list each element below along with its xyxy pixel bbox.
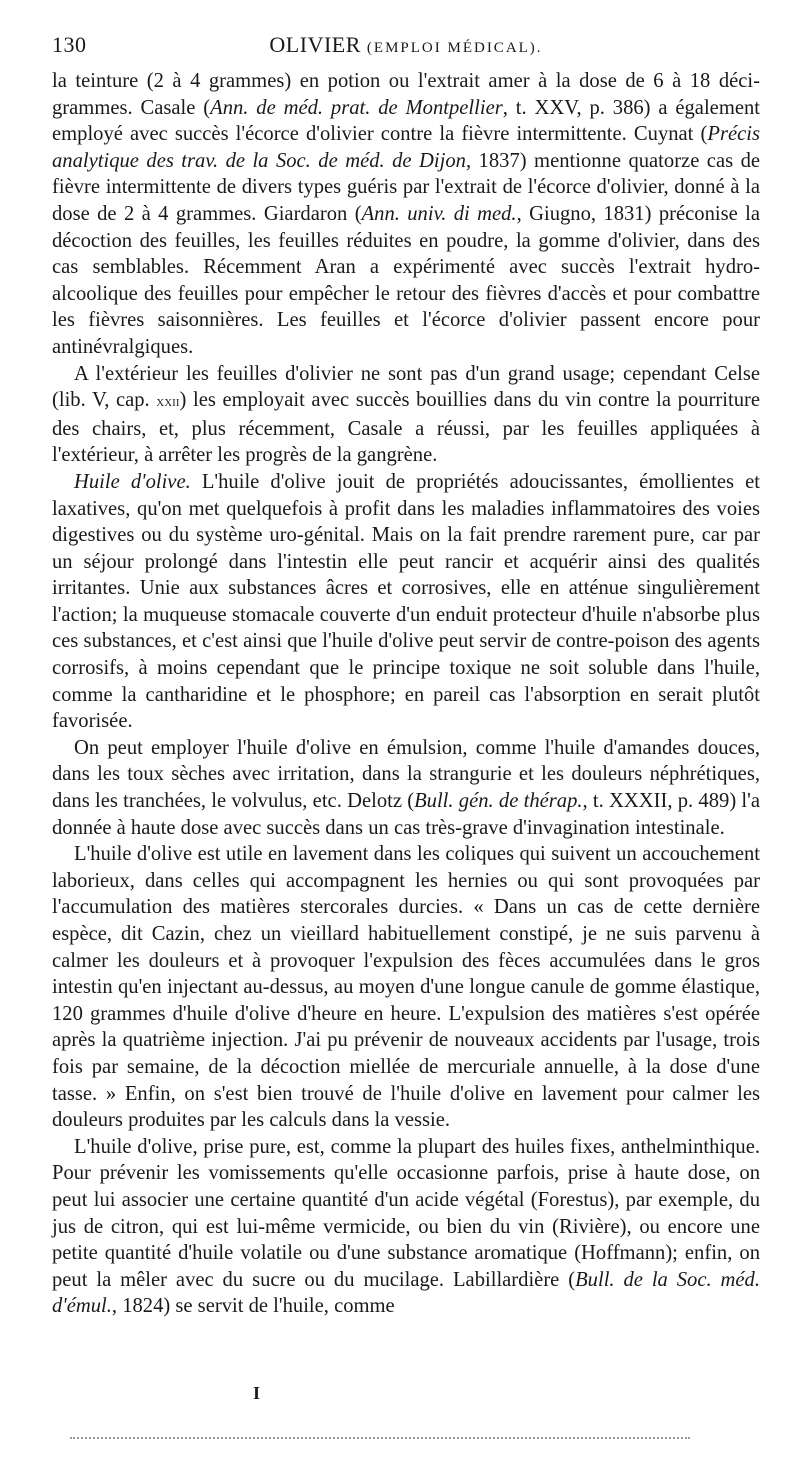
italic-citation: Précis analytique des trav. de la Soc. de méd. de Dijon	[52, 123, 760, 172]
running-title	[52, 32, 760, 58]
text-segment: L'huile d'olive jouit de propriétés adoucissantes, émollientes et laxatives, qu'on met quelquefois à profit dans les maladies inflammatoires des voies digestives ou du système uro-génital. Mais on la fait prendre rarement pure, car par un séjour prolongé dans l'intestin elle peut rancir et acquérir ainsi des qualités irritantes. Unie aux substances âcres et corrosives, elle en atténue singulièrement l'action; la muqueuse stomacale couverte d'un enduit protecteur d'huile n'absorbe plus ces substances, et c'est ainsi que l'huile d'olive peut servir de contre-poison des agents corrosifs, à moins cependant que le principe toxique ne soit soluble dans l'huile, comme la cantharidine et le phosphore; en pareil cas l'absorption en serait plutôt favorisée.	[52, 470, 760, 733]
text-segment: ) les employait avec succès bouillies dans du vin contre la pourriture des chairs, et, plus récemment, Casale a réussi, par les feuilles appliquées à l'extérieur, à arrêter les progrès de la gangrène.	[52, 389, 760, 467]
page	[52, 28, 760, 1320]
paragraph	[52, 1134, 760, 1320]
text-segment: L'huile d'olive est utile en lavement dans les coliques qui suivent un accouchement laborieux, dans celles qui accompagnent les hernies ou qui sont provoquées par l'accumulation des matières stercorales durcies. « Dans un cas de cette dernière espèce, dit Cazin, chez un vieillard habituellement constipé, je ne suis parvenu à calmer les douleurs et à provoquer l'expulsion des fèces accumulées dans le gros intestin qu'en injectant au-dessus, au moyen d'une longue canule de gomme élastique, 120 grammes d'huile d'olive d'heure en heure. L'expulsion des matières s'est opérée après la quatrième injection. J'ai pu prévenir de nouveaux accidents par l'usage, trois fois par semaine, de la décoction miellée de mercuriale annuelle, à la dose d'une tasse. » Enfin, on s'est bien trouvé de l'huile d'olive en lavement pour calmer les douleurs produites par les calculs dans la vessie.	[52, 843, 760, 1132]
signature-mark: I	[253, 1383, 261, 1403]
running-header	[52, 28, 760, 68]
text-segment: A l'extérieur les feuilles d'olivier ne sont pas d'un grand usage; cependant Celse (lib. V, cap.	[52, 362, 760, 412]
paragraph	[52, 469, 760, 735]
running-title-main: OLIVIER	[269, 32, 361, 57]
italic-citation: Bull. de la Soc. méd. d'émul.	[52, 1268, 761, 1318]
text-segment: , t. XXV, p. 386) a également employé avec succès l'écorce d'olivier contre la fièvre intermittente. Cuynat (	[52, 96, 760, 146]
italic-citation: Ann. de méd. prat. de Montpellier	[210, 96, 503, 119]
text-segment: la teinture (2 à 4 grammes) en potion ou l'extrait amer à la dose de 6 à 18 déci-grammes. Casale (	[52, 70, 760, 119]
running-title-sub: (EMPLOI MÉDICAL).	[366, 40, 543, 56]
scan-artifact-line	[70, 1437, 690, 1439]
paragraph	[52, 735, 760, 841]
paragraph	[52, 68, 760, 361]
text-segment: On peut employer l'huile d'olive en émulsion, comme l'huile d'amandes douces, dans les toux sèches avec irritation, dans la strangurie et les douleurs néphrétiques, dans les tranchées, le volvulus, etc. Delotz (	[52, 736, 760, 813]
text-segment: , t. XXXII, p. 489) l'a donnée à haute dose avec succès dans un cas très-grave d'invagination intestinale.	[52, 790, 760, 839]
page-number: 130	[52, 32, 87, 57]
body-text	[52, 68, 760, 1320]
italic-citation: Huile d'olive.	[74, 470, 191, 493]
paragraph	[52, 841, 760, 1134]
small-caps-text: xxii	[156, 393, 180, 411]
paragraph	[52, 361, 760, 469]
italic-citation: Ann. univ. di med.	[361, 202, 517, 225]
text-segment: , 1837) mentionne quatorze cas de fièvre intermittente de divers types guéris par l'extrait de l'écorce d'olivier, donné à la dose de 2 à 4 grammes. Giardaron (	[52, 149, 761, 225]
text-segment: L'huile d'olive, prise pure, est, comme la plupart des huiles fixes, anthelminthique. Pour prévenir les vomissements qu'elle occasionne parfois, prise à haute dose, on peut lui associer une certaine quantité d'un acide végétal (Forestus), par exemple, du jus de citron, qui est lui-même vermicide, ou bien du vin (Rivière), ou encore une petite quantité d'huile volatile ou d'une substance aromatique (Hoffmann); enfin, on peut la mêler avec du sucre ou du mucilage. Labillardière (	[52, 1135, 760, 1291]
italic-citation: Bull. gén. de thérap.	[414, 790, 583, 813]
text-segment: , Giugno, 1831) préconise la décoction des feuilles, les feuilles réduites en poudre, la gomme d'olivier, dans des cas semblables. Récemment Aran a expérimenté avec succès l'extrait hydro-alcoolique des feuilles pour empêcher le retour des fièvres d'accès et pour combattre les fièvres saisonnières. Les feuilles et l'écorce d'olivier passent encore pour antinévralgiques.	[52, 202, 760, 358]
text-segment: , 1824) se servit de l'huile, comme	[111, 1295, 395, 1318]
